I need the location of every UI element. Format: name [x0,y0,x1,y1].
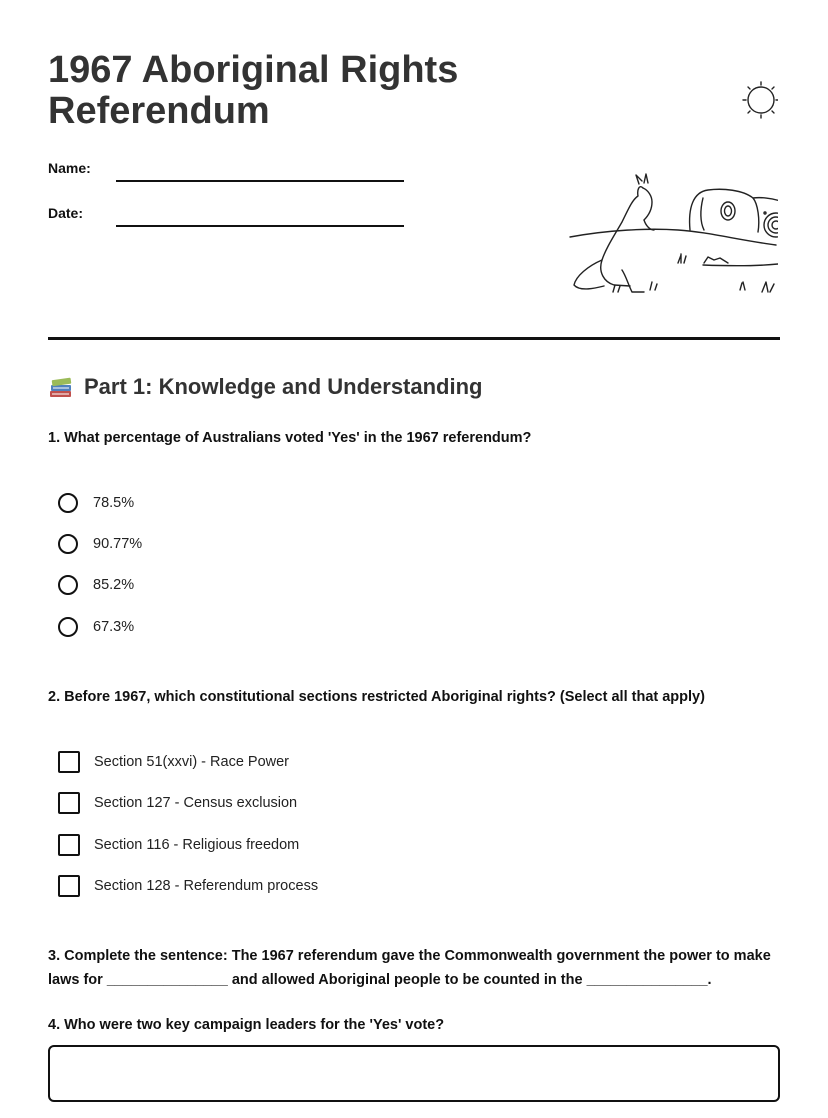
question-3-text-a: 3. Complete the sentence: The 1967 referendum gave the Commonwealth government the power to make laws for [48,948,771,988]
radio-button[interactable] [58,534,78,554]
radio-button[interactable] [58,617,78,637]
question-3-text-c: . [707,972,712,988]
books-icon [48,374,74,400]
option-label: 78.5% [93,495,135,511]
question-2: 2. Before 1967, which constitutional sections restricted Aboriginal rights? (Select all that apply) [48,689,705,705]
question-3-text-b: and allowed Aboriginal people to be counted in the [227,972,587,988]
checkbox[interactable] [58,751,80,773]
q1-option-3[interactable] [58,572,134,598]
name-field[interactable] [116,180,404,182]
q2-option-3[interactable] [58,832,299,858]
q2-option-2[interactable] [58,790,297,816]
option-label: 85.2% [93,577,135,593]
fill-blank-1[interactable]: _______________ [106,972,228,988]
checkbox[interactable] [58,875,80,897]
worksheet-page [48,0,780,1118]
radio-button[interactable] [58,493,78,513]
q4-answer-box[interactable] [48,1045,780,1102]
q1-option-2[interactable] [58,531,142,557]
section-divider [48,337,780,340]
part1-heading-text: Part 1: Knowledge and Understanding [84,374,483,399]
q1-option-1[interactable] [58,490,134,516]
option-label: Section 116 - Religious freedom [94,837,300,853]
checkbox[interactable] [58,834,80,856]
question-3 [48,944,780,992]
question-1: 1. What percentage of Australians voted 'Yes' in the 1967 referendum? [48,430,532,446]
q2-option-1[interactable] [58,749,289,775]
checkbox[interactable] [58,792,80,814]
option-label: 90.77% [93,536,143,552]
name-label: Name: [48,160,91,176]
q1-option-4[interactable] [58,614,134,640]
sun-icon [743,82,778,118]
question-4: 4. Who were two key campaign leaders for the 'Yes' vote? [48,1017,445,1033]
option-label: 67.3% [93,619,135,635]
date-field[interactable] [116,225,404,227]
radio-button[interactable] [58,575,78,595]
part1-heading [48,374,482,400]
q2-option-4[interactable] [58,873,318,899]
date-label: Date: [48,205,84,221]
option-label: Section 51(xxvi) - Race Power [94,754,290,770]
option-label: Section 127 - Census exclusion [94,795,298,811]
option-label: Section 128 - Referendum process [94,878,319,894]
outback-kangaroo-illustration [518,80,778,305]
page-title: 1967 Aboriginal Rights Referendum [48,49,459,132]
fill-blank-2[interactable]: _______________ [586,972,708,988]
